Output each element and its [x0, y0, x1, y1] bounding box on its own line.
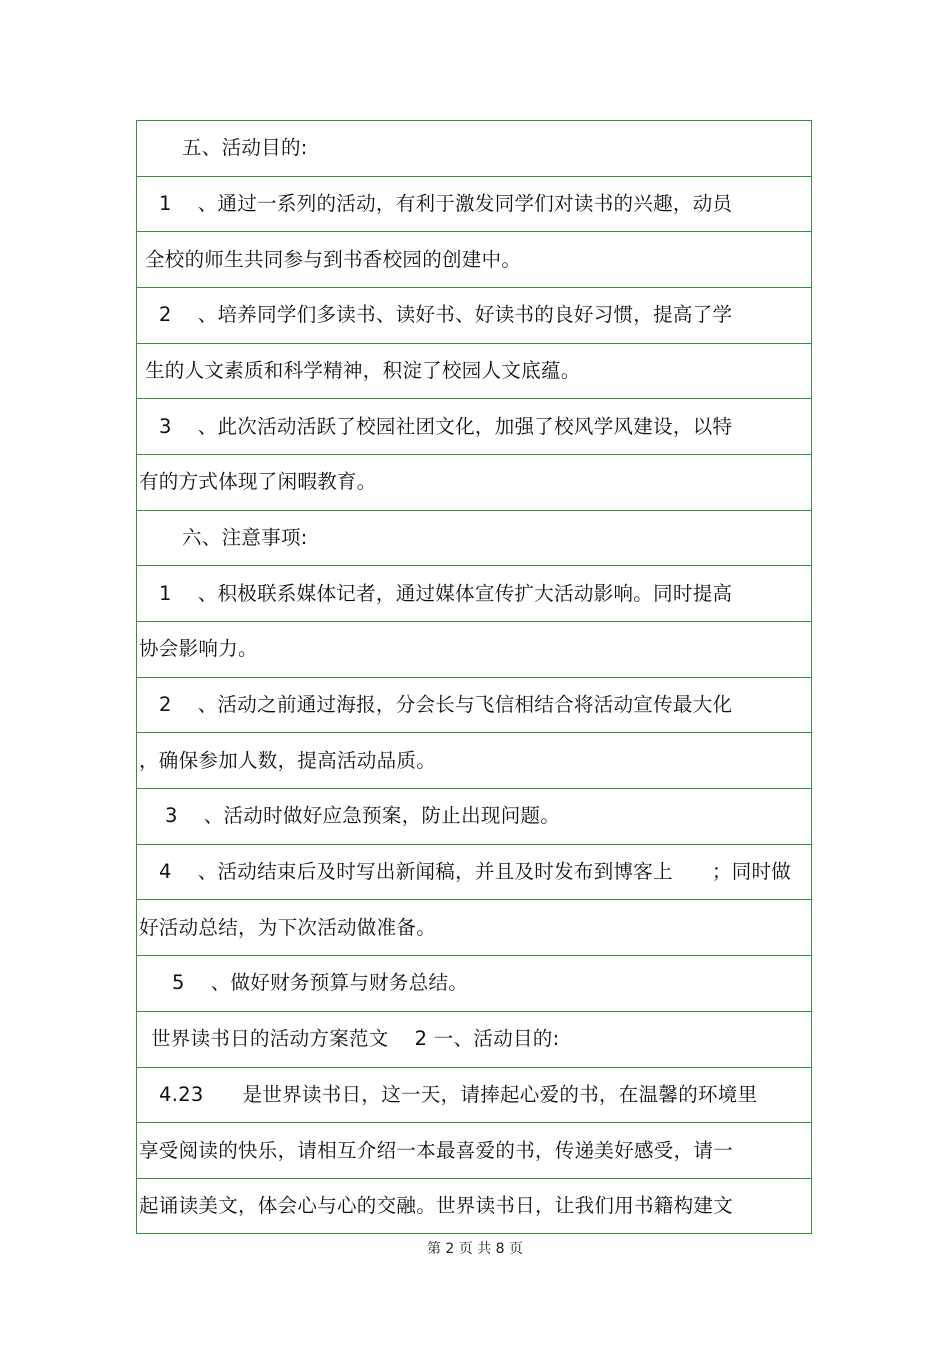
row-text: 3 、此次活动活跃了校园社团文化，加强了校风学风建设，以特: [159, 414, 733, 438]
table-row: [137, 788, 811, 844]
table-row: [137, 677, 811, 733]
row-text: 4.23 是世界读书日，这一天，请捧起心爱的书，在温馨的环境里: [159, 1082, 758, 1106]
table-row: [137, 343, 811, 399]
table-row: [137, 1011, 811, 1067]
row-text: ，确保参加人数，提高活动品质。: [139, 748, 437, 772]
table-row: [137, 510, 811, 566]
table-row: [137, 955, 811, 1011]
table-row: [137, 621, 811, 677]
table-row: [137, 565, 811, 621]
row-text: 5 、做好财务预算与财务总结。: [172, 971, 469, 995]
table-row: [137, 287, 811, 343]
row-text: 协会影响力。: [139, 637, 258, 661]
row-text: 2 、培养同学们多读书、读好书、好读书的良好习惯，提高了学: [159, 303, 733, 327]
row-text: 世界读书日的活动方案范文 2 一、活动目的:: [151, 1027, 560, 1051]
row-text: 1 、通过一系列的活动，有利于激发同学们对读书的兴趣，动员: [159, 191, 733, 215]
table-row: [137, 1122, 811, 1178]
table-row: [137, 732, 811, 788]
table-row: [137, 176, 811, 232]
table-row: [137, 398, 811, 454]
row-text: 五、活动目的:: [182, 136, 308, 160]
table-row: [137, 844, 811, 900]
table-row: [137, 899, 811, 955]
row-text: 4 、活动结束后及时写出新闻稿，并且及时发布到博客上 ；同时做: [159, 860, 792, 884]
row-text: 好活动总结，为下次活动做准备。: [139, 915, 437, 939]
row-text: 有的方式体现了闲暇教育。: [139, 470, 377, 494]
table-row: [137, 231, 811, 287]
row-text: 生的人文素质和科学精神，积淀了校园人文底蕴。: [145, 358, 581, 382]
table-row: [137, 1178, 811, 1233]
table-row: [137, 454, 811, 510]
table-row: [137, 121, 811, 176]
table-row: [137, 1067, 811, 1123]
row-text: 六、注意事项:: [182, 525, 308, 549]
row-text: 全校的师生共同参与到书香校园的创建中。: [145, 247, 522, 271]
row-text: 3 、活动时做好应急预案，防止出现问题。: [165, 804, 561, 828]
row-text: 起诵读美文，体会心与心的交融。世界读书日，让我们用书籍构建文: [139, 1193, 734, 1217]
row-text: 2 、活动之前通过海报，分会长与飞信相结合将活动宣传最大化: [159, 693, 733, 717]
page-footer: 第 2 页 共 8 页: [426, 1241, 524, 1257]
row-text: 1 、积极联系媒体记者，通过媒体宣传扩大活动影响。同时提高: [159, 581, 733, 605]
row-text: 享受阅读的快乐，请相互介绍一本最喜爱的书，传递美好感受，请一: [139, 1138, 734, 1162]
content-table: [136, 120, 812, 1234]
